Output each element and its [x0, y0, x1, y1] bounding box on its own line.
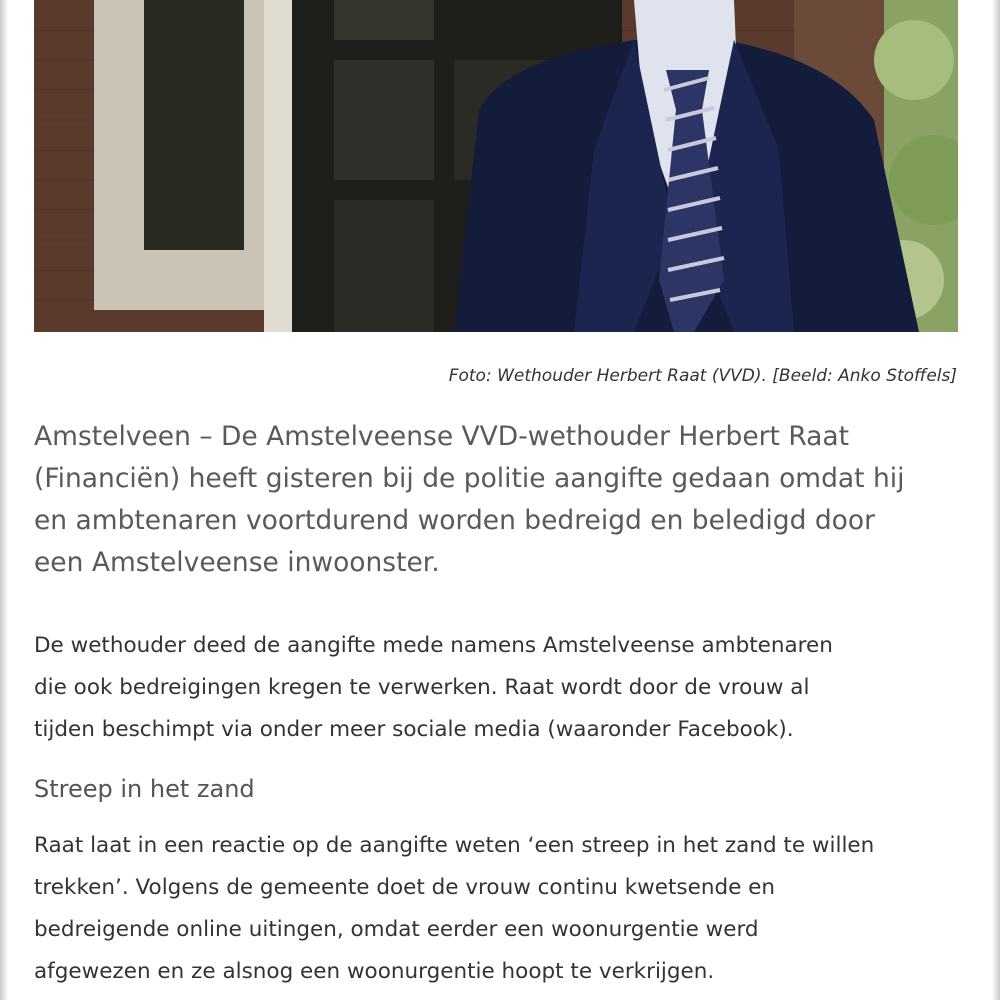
article-photo	[34, 0, 958, 332]
paragraph-line: trekken’. Volgens de gemeente doet de vrouw continu kwetsende en	[34, 875, 776, 900]
article-paragraph-2	[34, 825, 974, 993]
lead-line: en ambtenaren voortdurend worden bedreigd en beledigd door	[34, 505, 875, 536]
paragraph-line: die ook bedreigingen kregen te verwerken. Raat wordt door de vrouw al	[34, 675, 810, 700]
paragraph-line: afgewezen en ze alsnog een woonurgentie hoopt te verkrijgen.	[34, 959, 715, 984]
paragraph-line: Raat laat in een reactie op de aangifte weten ‘een streep in het zand te willen	[34, 833, 875, 858]
page-edge-right	[992, 0, 1000, 1000]
lead-line: een Amstelveense inwoonster.	[34, 547, 440, 578]
photo-caption: Foto: Wethouder Herbert Raat (VVD). [Beeld: Anko Stoffels]	[448, 366, 957, 386]
section-subheading: Streep in het zand	[34, 775, 255, 803]
paragraph-line: tijden beschimpt via onder meer sociale media (waaronder Facebook).	[34, 717, 794, 742]
article-paragraph-1	[34, 625, 974, 751]
article-lead	[34, 416, 964, 584]
paragraph-line: De wethouder deed de aangifte mede namens Amstelveense ambtenaren	[34, 633, 833, 658]
lead-line: Amstelveen – De Amstelveense VVD-wethouder Herbert Raat	[34, 421, 850, 452]
paragraph-line: bedreigende online uitingen, omdat eerder een woonurgentie werd	[34, 917, 759, 942]
lead-line: (Financiën) heeft gisteren bij de politie aangifte gedaan omdat hij	[34, 463, 905, 494]
page-edge-left	[0, 0, 8, 1000]
